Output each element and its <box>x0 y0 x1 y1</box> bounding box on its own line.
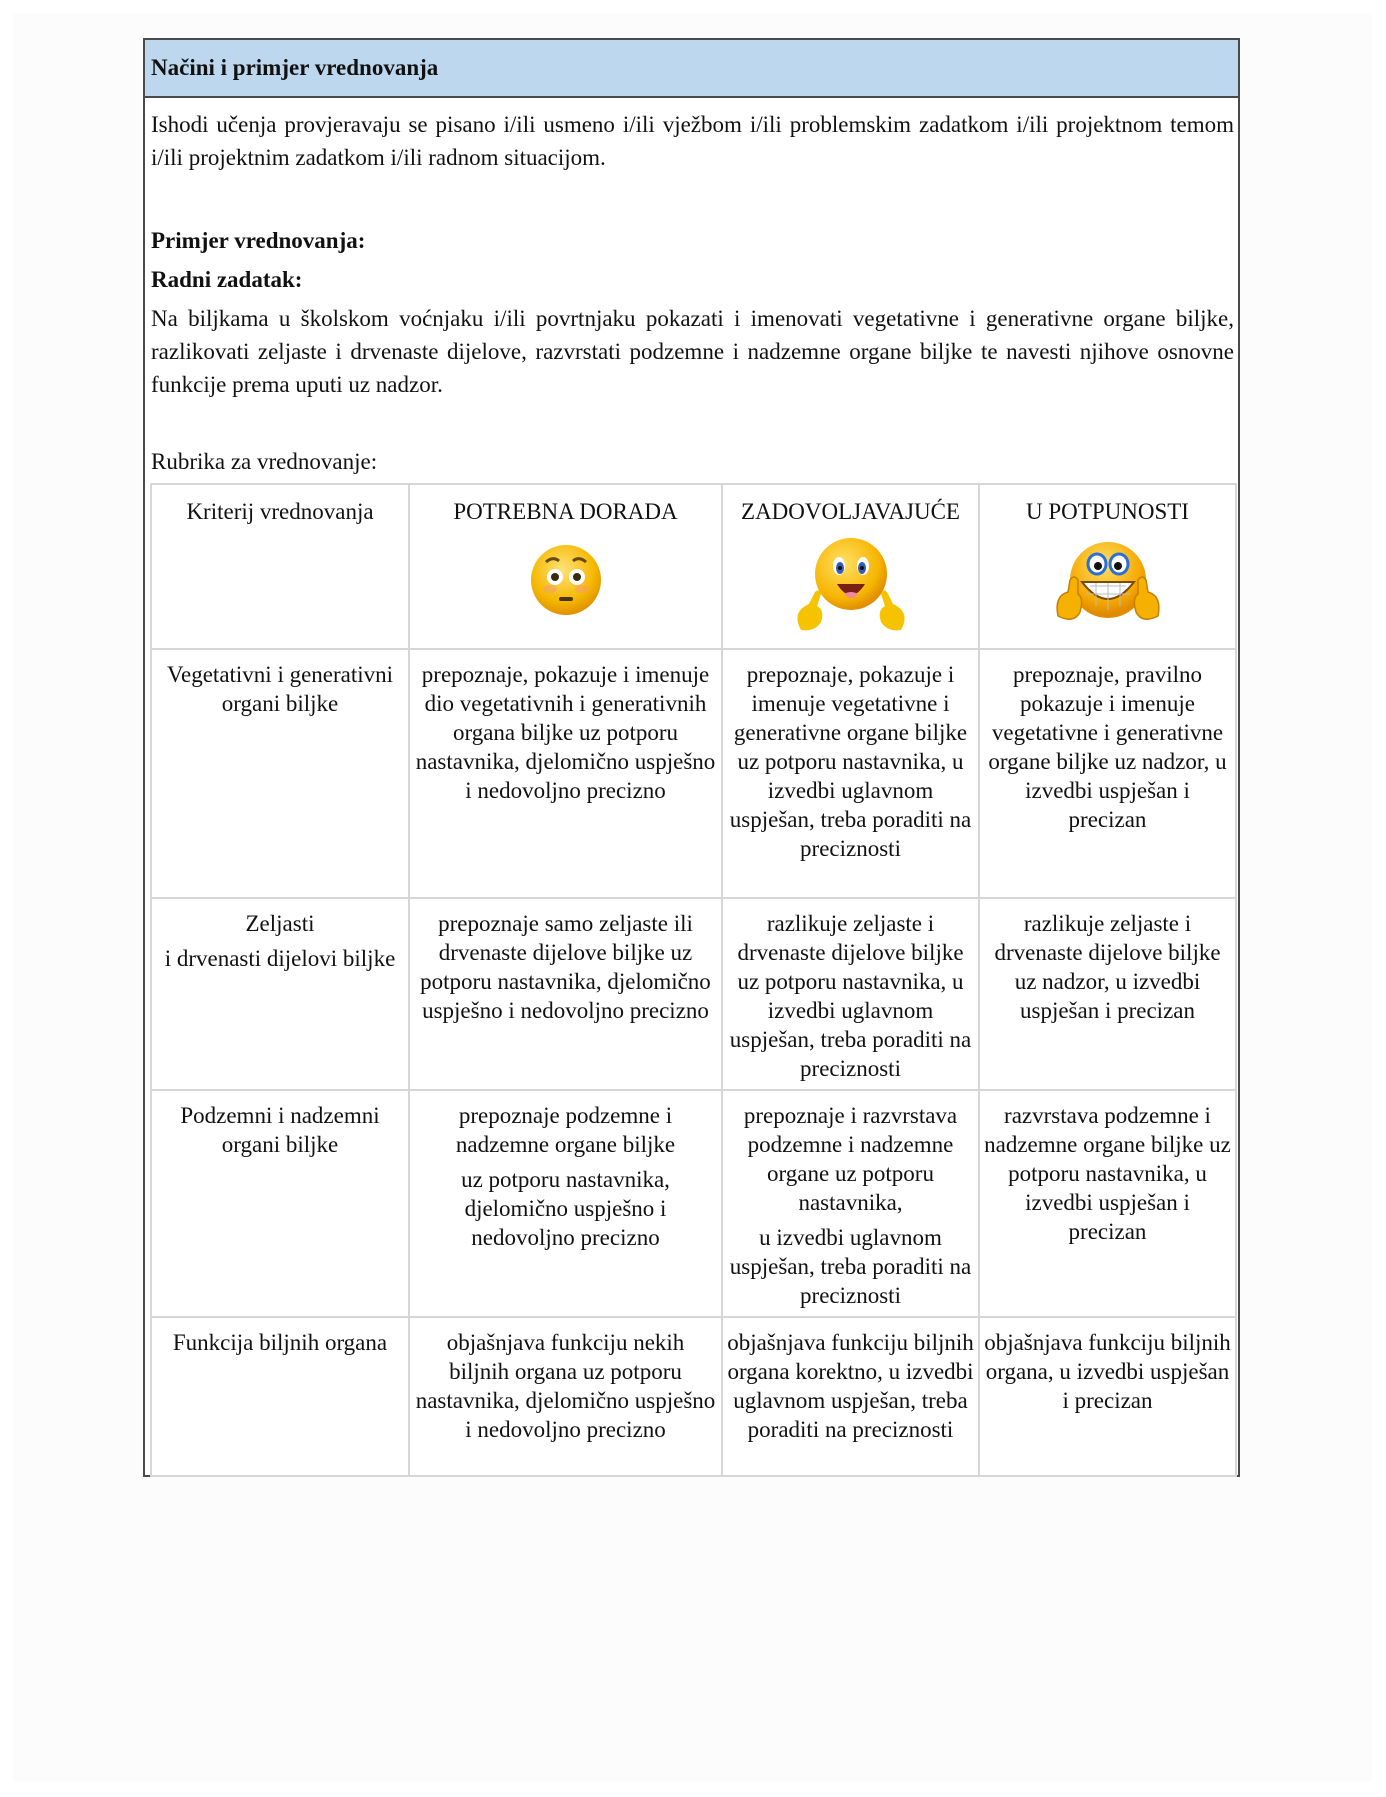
level-fully: prepoznaje, pravilno pokazuje i imenuje vegetativne i generativne organe biljke uz nadzor, u izvedbi uspješan i precizan <box>979 649 1236 898</box>
rubric-header-row <box>151 484 1236 649</box>
level-satisfactory: objašnjava funkciju biljnih organa korektno, u izvedbi uglavnom uspješan, treba poraditi na preciznosti <box>722 1317 979 1476</box>
rubric-row <box>151 1317 1236 1476</box>
level-needs-work: objašnjava funkciju nekih biljnih organa uz potporu nastavnika, djelomično uspješno i nedovoljno precizno <box>409 1317 722 1476</box>
section-title: Načini i primjer vrednovanja <box>151 55 439 80</box>
level-needs-work: prepoznaje, pokazuje i imenuje dio vegetativnih i generativnih organa biljke uz potporu nastavnika, djelomično uspješno i nedovoljno precizno <box>409 649 722 898</box>
level-satisfactory: prepoznaje i razvrstava podzemne i nadzemne organe uz potporu nastavnika, u izvedbi uglavnom uspješan, treba poraditi na preciznosti <box>722 1090 979 1317</box>
header-satisfactory: ZADOVOLJAVAJUĆE <box>722 484 979 649</box>
header-needs-work: POTREBNA DORADA <box>409 484 722 649</box>
rubric-table <box>150 483 1237 1477</box>
intro-paragraph: Ishodi učenja provjeravaju se pisano i/ili usmeno i/ili vježbom i/ili problemskim zadatkom i/ili projektnom temom i/ili projektnim zadatkom i/ili radnom situacijom. <box>151 112 1234 170</box>
criterion-cell: Zeljasti i drvenasti dijelovi biljke <box>151 898 409 1090</box>
criterion-cell: Vegetativni i generativni organi biljke <box>151 649 409 898</box>
level-fully: objašnjava funkciju biljnih organa, u izvedbi uspješan i precizan <box>979 1317 1236 1476</box>
criterion-cell: Funkcija biljnih organa <box>151 1317 409 1476</box>
level-satisfactory: prepoznaje, pokazuje i imenuje vegetativne i generativne organe biljke uz potporu nastavnika, u izvedbi uglavnom uspješan, treba poraditi na preciznosti <box>722 649 979 898</box>
section-header <box>145 40 1238 98</box>
level-fully: razlikuje zeljaste i drvenaste dijelove biljke uz nadzor, u izvedbi uspješan i precizan <box>979 898 1236 1090</box>
rubric-row <box>151 649 1236 898</box>
level-satisfactory: razlikuje zeljaste i drvenaste dijelove biljke uz potporu nastavnika, u izvedbi uglavnom uspješan, treba poraditi na preciznosti <box>722 898 979 1090</box>
task-heading: Radni zadatak: <box>151 267 303 292</box>
rubric-row <box>151 898 1236 1090</box>
level-needs-work: prepoznaje samo zeljaste ili drvenaste dijelove biljke uz potporu nastavnika, djelomično uspješno i nedovoljno precizno <box>409 898 722 1090</box>
rubric-row <box>151 1090 1236 1317</box>
flushed-face-emoji-icon <box>528 542 604 618</box>
grinning-thumbs-up-emoji-icon <box>1052 536 1164 628</box>
assessment-section <box>143 38 1240 1477</box>
example-heading: Primjer vrednovanja: <box>151 228 366 253</box>
rubric-label: Rubrika za vrednovanje: <box>151 449 378 474</box>
task-paragraph: Na biljkama u školskom voćnjaku i/ili povrtnjaku pokazati i imenovati vegetativne i generativne organe biljke, razlikovati zeljaste i drvenaste dijelove, razvrstati podzemne i nadzemne organe biljke te navesti njihove osnovne funkcije prema uputi uz nadzor. <box>151 306 1234 397</box>
level-fully: razvrstava podzemne i nadzemne organe biljke uz potporu nastavnika, u izvedbi uspješan i precizan <box>979 1090 1236 1317</box>
happy-face-pointing-emoji-icon <box>781 532 921 636</box>
header-fully: U POTPUNOSTI <box>979 484 1236 649</box>
criterion-cell: Podzemni i nadzemni organi biljke <box>151 1090 409 1317</box>
header-criterion: Kriterij vrednovanja <box>151 484 409 649</box>
level-needs-work: prepoznaje podzemne i nadzemne organe biljke uz potporu nastavnika, djelomično uspješno i nedovoljno precizno <box>409 1090 722 1317</box>
